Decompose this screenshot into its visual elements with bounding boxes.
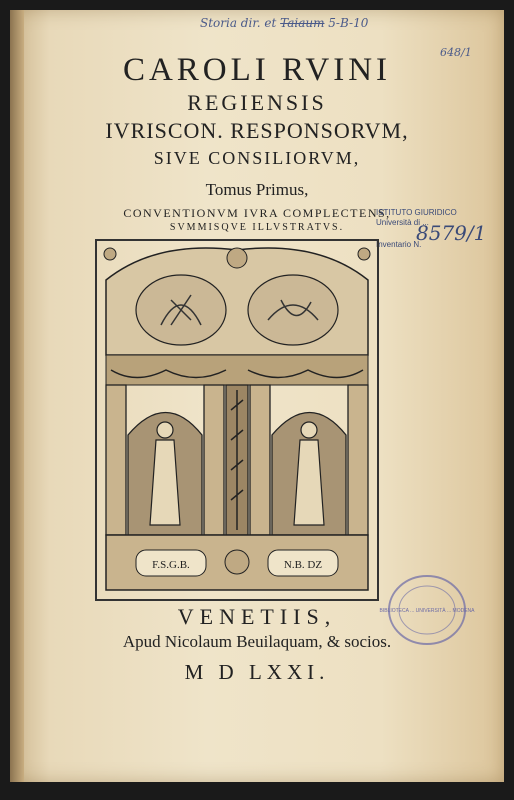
stamp-inventory-number: 8579/1	[416, 221, 487, 245]
stamp-inventory-label: Inventario N.	[376, 240, 422, 249]
library-inventory-stamp	[376, 208, 487, 260]
stamp-institute: ISTITUTO GIURIDICO	[376, 208, 457, 217]
shelf-mark-struck: Taiaum	[280, 16, 325, 30]
handwritten-folio-note: 648/1	[440, 46, 472, 59]
library-oval-stamp	[379, 572, 475, 648]
title-line-responsorum: IVRISCON. RESPONSORVM,	[105, 118, 409, 143]
subtitle-line-2: SVMMISQVE ILLVSTRATVS.	[169, 222, 345, 233]
oval-stamp-text: BIBLIOTECA ... UNIVERSITÀ ... MODENA	[379, 608, 475, 614]
subtitle-line-1: CONVENTIONVM IVRA COMPLECTENS,	[123, 206, 391, 220]
title-line-regiensis: REGIENSIS	[187, 90, 327, 115]
title-line-consiliorum: SIVE CONSILIORVM,	[153, 148, 361, 168]
shelf-mark-prefix: Storia dir. et	[200, 16, 277, 30]
shelf-mark-code: 5-B-10	[328, 16, 369, 30]
volume-label: Tomus Primus,	[205, 180, 309, 199]
printer-device-engraving	[96, 240, 378, 600]
handwritten-shelf-mark	[200, 16, 368, 30]
imprint-publisher: Apud Nicolaum Beuilaquam, & socios.	[122, 632, 392, 651]
imprint-city: VENETIIS,	[177, 604, 337, 629]
cartouche-right-label: N.B. DZ	[283, 559, 323, 571]
imprint-year: M D LXXI.	[184, 660, 330, 684]
cartouche-left-label: F.S.G.B.	[152, 559, 190, 571]
stamp-university: Università di ...	[376, 218, 429, 227]
author-title: CAROLI RVINI	[122, 52, 392, 88]
